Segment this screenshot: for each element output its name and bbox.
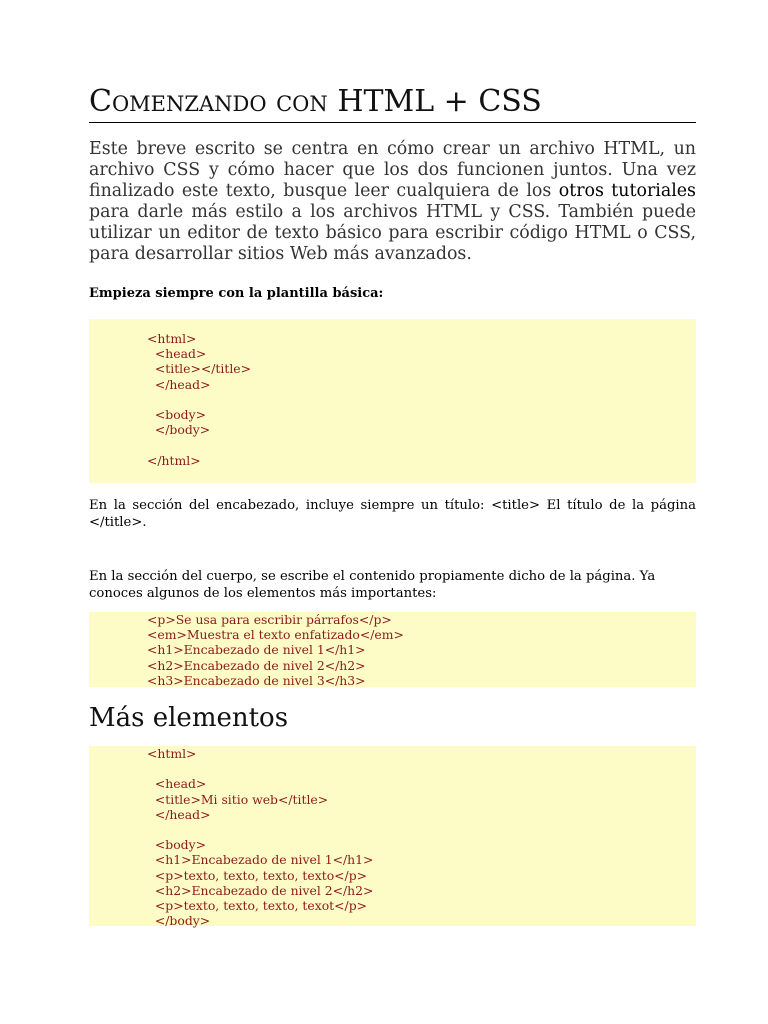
- basic-template-code: <html> <head> <title></title> </head> <body> </body> </html>: [89, 319, 696, 483]
- more-elements-code: <html> <head> <title>Mi sitio web</title> </head> <body> <h1>Encabezado de nivel 1</h1> <p>texto, texto, texto, texto</p> <h2>Encabezado de nivel 2</h2> <p>texto, texto, texto, texot</p> </body>: [89, 746, 696, 926]
- intro-paragraph: [89, 139, 696, 265]
- page-title-rest: HTML + CSS: [337, 84, 542, 119]
- tutorials-link[interactable]: otros tutoriales: [558, 181, 696, 201]
- page-title: [89, 84, 696, 123]
- head-section-paragraph: En la sección del encabezado, incluye siempre un título: <title> El título de la página </title>.: [89, 498, 696, 530]
- elements-code: <p>Se usa para escribir párrafos</p> <em>Muestra el texto enfatizado</em> <h1>Encabezado de nivel 1</h1> <h2>Encabezado de nivel 2</h2> <h3>Encabezado de nivel 3</h3>: [89, 612, 696, 687]
- template-label: Empieza siempre con la plantilla básica:: [89, 286, 384, 301]
- intro-text-before: Este breve escrito se centra en cómo crear un archivo HTML, un archivo CSS y cómo hacer que los dos funcionen juntos. Una vez finalizado este texto, busque leer cualquiera de los: [89, 139, 696, 201]
- body-section-paragraph: En la sección del cuerpo, se escribe el contenido propiamente dicho de la página. Ya conoces algunos de los elementos más importantes:: [89, 569, 656, 601]
- document-page: [89, 84, 696, 929]
- section-title: Más elementos: [89, 703, 289, 733]
- page-title-smallcaps: Comenzando con: [89, 84, 328, 119]
- intro-text-after: para darle más estilo a los archivos HTML y CSS. También puede utilizar un editor de texto básico para escribir código HTML o CSS, para desarrollar sitios Web más avanzados.: [89, 202, 696, 264]
